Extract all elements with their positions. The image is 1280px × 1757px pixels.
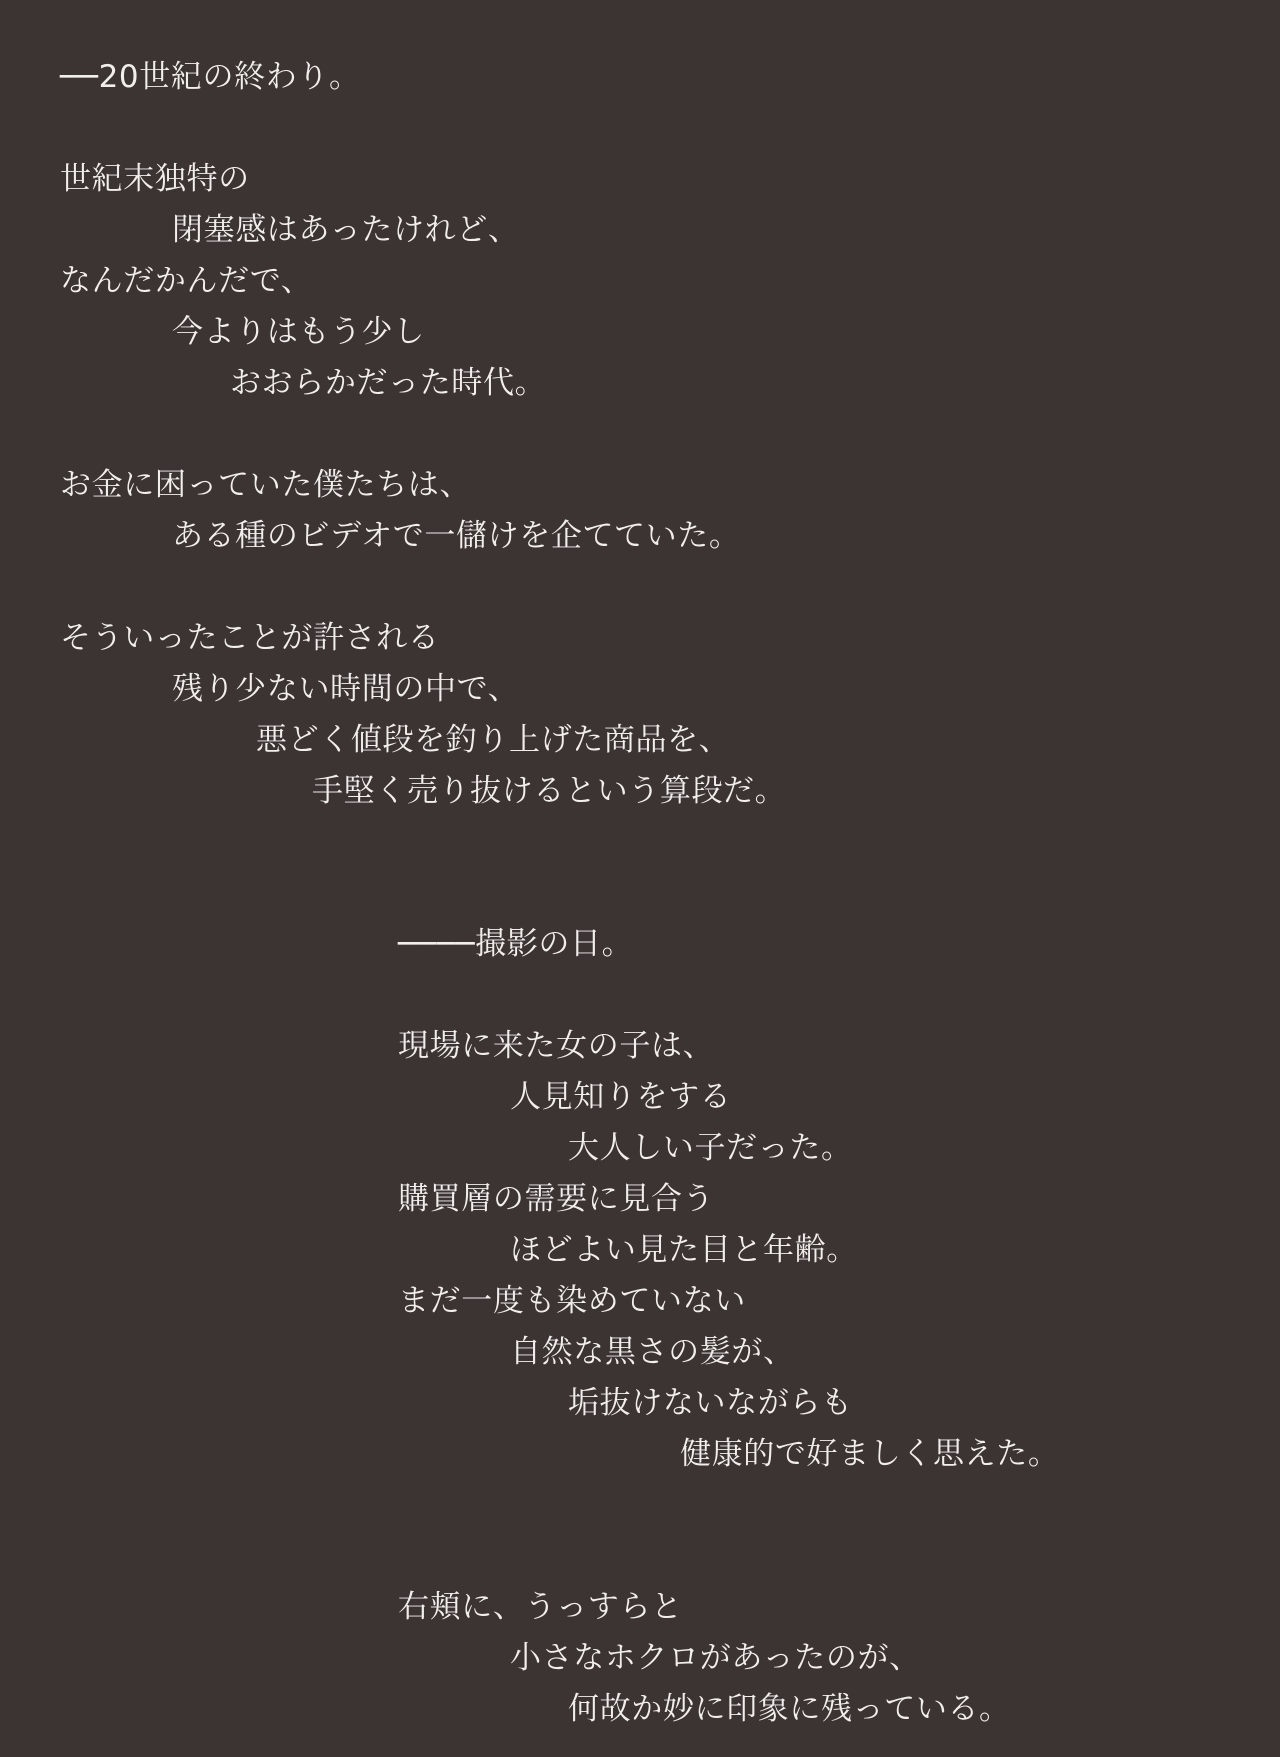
blank-line (60, 817, 1220, 868)
blank-line (60, 562, 1220, 613)
text-line: 大人しい子だった。 (568, 1130, 853, 1166)
text-line: 垢抜けないながらも (568, 1385, 853, 1421)
blank-line (60, 409, 1220, 460)
text-line: 残り少ない時間の中で、 (172, 671, 520, 707)
blank-line (60, 970, 1220, 1021)
text-line: 現場に来た女の子は、 (398, 1028, 715, 1064)
text-line: お金に困っていた僕たちは、 (60, 467, 472, 503)
narration-text (60, 52, 1220, 1735)
text-line: 何故か妙に印象に残っている。 (568, 1691, 1011, 1727)
text-line: ある種のビデオで一儲けを企てていた。 (172, 518, 741, 554)
text-line: 購買層の需要に見合う (398, 1181, 715, 1217)
text-line: 健康的で好ましく思えた。 (680, 1436, 1060, 1472)
text-line: 右頬に、うっすらと (398, 1589, 683, 1625)
text-line: ──20世紀の終わり。 (60, 59, 361, 95)
text-line: ────撮影の日。 (398, 926, 634, 962)
text-line: 小さなホクロがあったのが、 (510, 1640, 921, 1676)
blank-line (60, 868, 1220, 919)
text-line: 世紀末独特の (60, 161, 250, 197)
blank-line (60, 1480, 1220, 1531)
text-line: ほどよい見た目と年齢。 (510, 1232, 858, 1268)
text-line: なんだかんだで、 (60, 263, 313, 299)
text-line: まだ一度も染めていない (398, 1283, 746, 1319)
text-line: 手堅く売り抜けるという算段だ。 (312, 773, 787, 809)
text-line: 自然な黒さの髪が、 (510, 1334, 795, 1370)
text-line: 今よりはもう少し (172, 314, 425, 350)
blank-line (60, 1531, 1220, 1582)
blank-line (60, 103, 1220, 154)
text-line: おおらかだった時代。 (230, 365, 547, 401)
text-line: 閉塞感はあったけれど、 (172, 212, 520, 248)
text-line: 人見知りをする (510, 1079, 732, 1115)
text-line: 悪どく値段を釣り上げた商品を、 (256, 722, 731, 758)
text-line: そういったことが許される (60, 620, 440, 656)
